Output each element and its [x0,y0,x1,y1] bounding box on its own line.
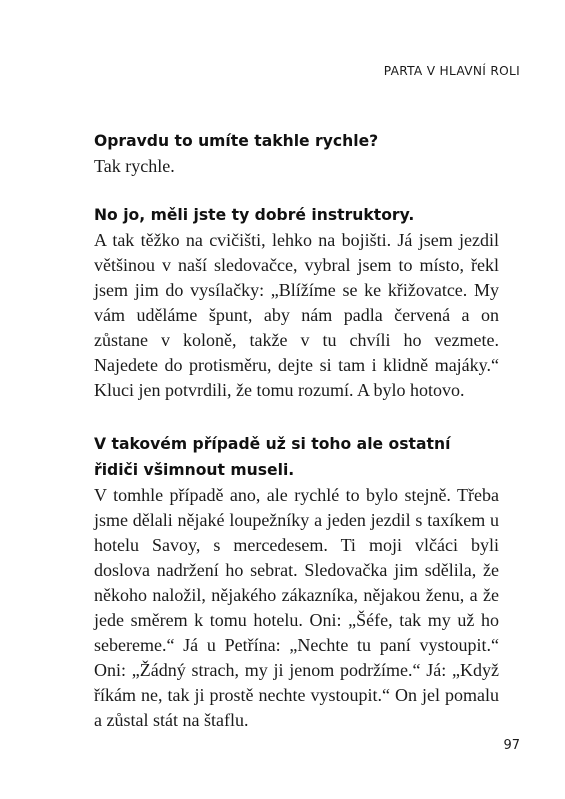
answer-1: Tak rychle. [94,156,175,176]
answer-3: V tomhle případě ano, ale rychlé to bylo stejně. Třeba jsme dělali nějaké loupežníky a jeden jezdil s taxíkem u hotelu Savoy, s mercedesem. Ti moji vlčáci byli doslova nadržení ho sebrat. Sledovačka jim sdělila, že někoho naložil, nějakého zákazníka, nějakou ženu, a že jede směrem k tomu hotelu. Oni: „Šéfe, tak my už ho sebereme.“ Já u Petřína: „Nechte tu paní vystoupit.“ Oni: „Žádný strach, my ji jenom podržíme.“ Já: „Když říkám ne, tak ji prostě nechte vystoupit.“ On jel pomalu a zůstal stát na štaflu. [94,485,499,730]
question-1: Opravdu to umíte takhle rychle? [94,132,379,150]
question-2: No jo, měli jste ty dobré instruktory. [94,206,415,224]
page-number: 97 [503,738,520,753]
answer-2: A tak těžko na cvičišti, lehko na bojišti. Já jsem jezdil většinou v naší sledovačce, vybral jsem to místo, řekl jsem jim do vysílačky: „Blížíme se ke křižovatce. My vám uděláme špunt, aby nám padla červená a on zůstane v koloně, takže v tu chvíli ho vezmete. Najedete do protisměru, dejte si tam i klidně majáky.“ Kluci jen potvrdili, že tomu rozumí. A bylo hotovo. [94,230,499,400]
running-head: PARTA V HLAVNÍ ROLI [383,64,520,78]
interview-text [94,128,499,733]
question-3: V takovém případě už si toho ale ostatní řidiči všimnout museli. [94,435,451,479]
